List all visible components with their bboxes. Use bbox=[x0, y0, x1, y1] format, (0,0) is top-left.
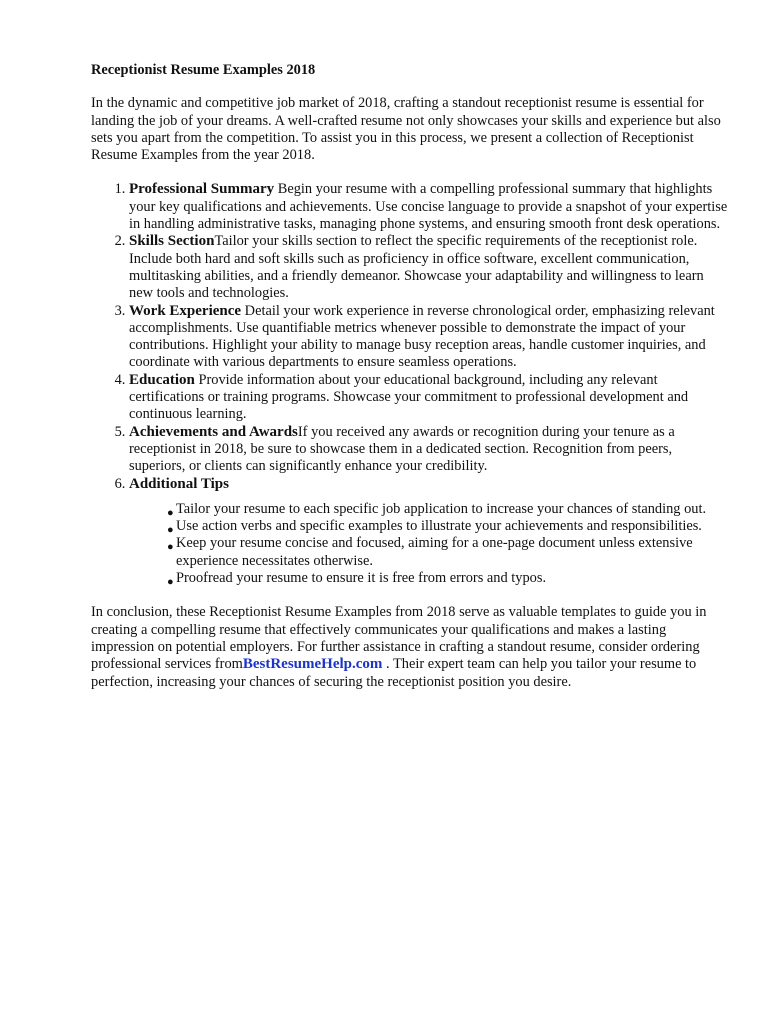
tip-text: Use action verbs and specific examples to illustrate your achievements and responsibilities. bbox=[176, 518, 702, 535]
list-item bbox=[129, 424, 731, 476]
conclusion-text: In conclusion, these Receptionist Resume Examples from 2018 serve as valuable templates to guide you in creating a compelling resume that effectively communicates your qualifications and makes a lasting impression on potential employers. For further assistance in crafting a standout resume, consider ordering professional services from bbox=[91, 604, 707, 673]
list-item bbox=[129, 372, 731, 424]
document-page bbox=[91, 62, 731, 691]
sections-list bbox=[91, 181, 731, 587]
bullet-icon: ● bbox=[167, 541, 174, 554]
bullet-icon: ● bbox=[167, 524, 174, 537]
intro-paragraph: In the dynamic and competitive job market of 2018, crafting a standout receptionist resume is essential for landing the job of your dreams. A well-crafted resume not only showcases your skills and experience but also sets you apart from the competition. To assist you in this process, we present a collection of Receptionist Resume Examples from the year 2018. bbox=[91, 95, 721, 164]
section-heading: Additional Tips bbox=[129, 475, 229, 492]
tips-list bbox=[129, 501, 731, 587]
section-body: If you received any awards or recognition during your tenure as a receptionist in 2018, be sure to showcase them in a dedicated section. Recognition from peers, superiors, or clients can significantly enhance your credibility. bbox=[129, 423, 675, 475]
conclusion-text-end: . Their expert team can help you tailor your resume to perfection, increasing your chances of securing the receptionist position you desire. bbox=[91, 656, 697, 690]
tip-text: Proofread your resume to ensure it is free from errors and typos. bbox=[176, 570, 547, 587]
tip-text: Tailor your resume to each specific job application to increase your chances of standing out. bbox=[176, 500, 707, 517]
bullet-icon: ● bbox=[167, 576, 174, 589]
tip-item bbox=[167, 501, 731, 518]
best-resume-help-link[interactable]: BestResumeHelp.com bbox=[242, 656, 383, 673]
tip-item bbox=[167, 535, 731, 570]
section-heading: Education bbox=[129, 371, 195, 388]
tip-item bbox=[167, 518, 731, 535]
bullet-icon: ● bbox=[167, 506, 174, 519]
section-heading: Professional Summary bbox=[129, 181, 275, 198]
tip-text: Keep your resume concise and focused, aiming for a one-page document unless extensive experience necessitates otherwise. bbox=[176, 535, 693, 569]
list-item bbox=[129, 303, 731, 372]
page-title: Receptionist Resume Examples 2018 bbox=[91, 62, 316, 78]
list-item bbox=[129, 233, 731, 302]
section-heading: Skills Section bbox=[129, 233, 215, 250]
section-body: Provide information about your educational background, including any relevant certifications or training programs. Showcase your commitment to professional development and continuous learning. bbox=[129, 371, 689, 423]
list-item bbox=[129, 181, 731, 233]
conclusion-paragraph bbox=[91, 604, 731, 690]
section-body: Detail your work experience in reverse chronological order, emphasizing relevant accomplishments. Use quantifiable metrics whenever possible to demonstrate the impact of your contributions. Highlight your ability to manage busy reception areas, handle customer inquiries, and coordinate with various departments to ensure seamless operations. bbox=[129, 302, 715, 371]
section-body: Begin your resume with a compelling professional summary that highlights your key qualifications and achievements. Use concise language to provide a snapshot of your expertise in handling administrative tasks, managing phone systems, and ensuring smooth front desk operations. bbox=[129, 181, 728, 233]
section-body: Tailor your skills section to reflect the specific requirements of the receptionist role. Include both hard and soft skills such as proficiency in office software, excellent communication, multitasking abilities, and a friendly demeanor. Showcase your adaptability and willingness to learn new tools and technologies. bbox=[129, 233, 704, 302]
section-heading: Work Experience bbox=[129, 302, 242, 319]
tip-item bbox=[167, 570, 731, 587]
list-item bbox=[129, 476, 731, 588]
section-heading: Achievements and Awards bbox=[129, 423, 298, 440]
